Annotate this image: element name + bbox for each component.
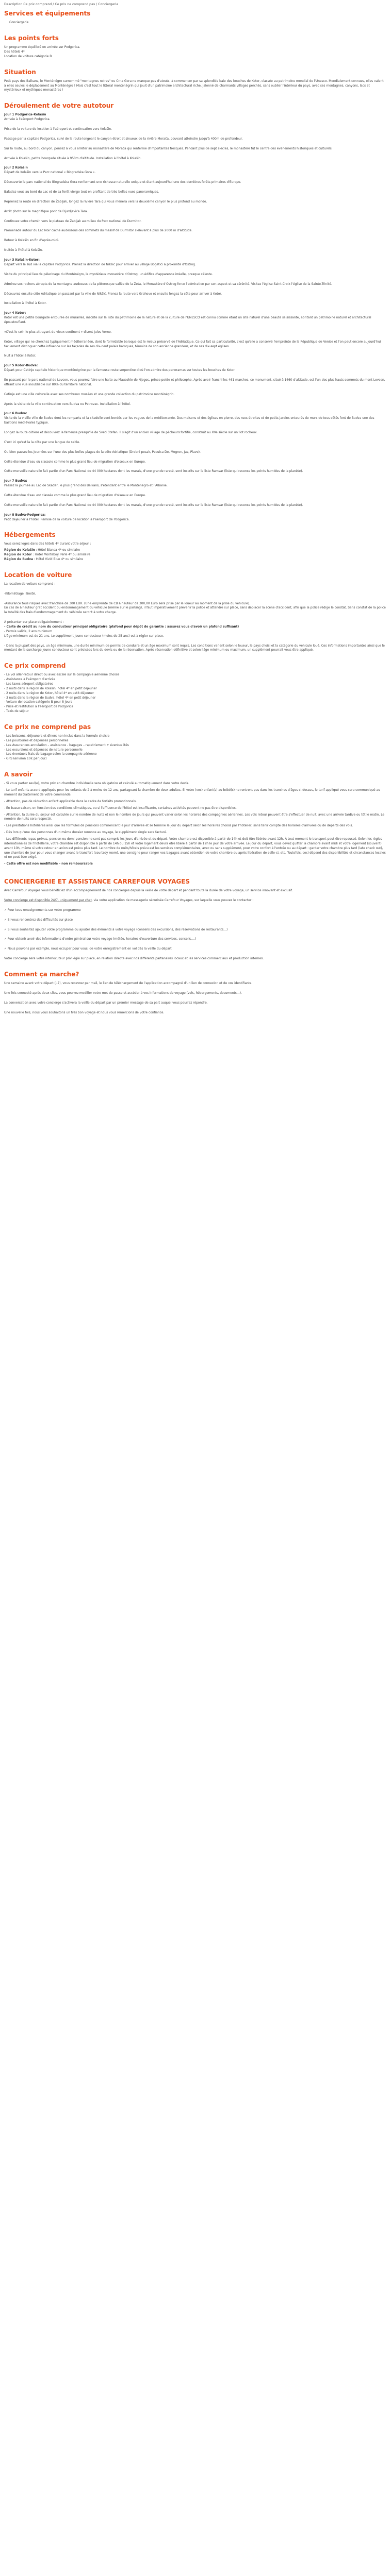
concierge-item: ✓ Nous pouvons par exemple, nous occuper pour vous, de votre enregistrement en vol dès la veille du départ	[4, 947, 172, 951]
strong-point: Des hôtels 4*	[4, 50, 25, 54]
concierge-item: ✓ Pour tous renseignements sur votre programme	[4, 908, 81, 912]
tour-day-text: Continuez votre chemin vers le plateau de Žabljak au milieu du Parc national de Durmitor.	[4, 219, 142, 223]
note-list	[4, 782, 386, 869]
concierge-title: CONCIERGERIE ET ASSISTANCE CARREFOUR VOYAGES	[4, 878, 190, 886]
situation-title: Situation	[4, 68, 36, 76]
tour-day-text: Visite du principal lieu de pèlerinage du Monténégro, le mystérieux monastère d'Ostrog, un édifice d'apparence irréelle, presque céleste.	[4, 273, 213, 276]
note-item: - Attention, la durée du séjour est calculée sur le nombre de nuits et non le nombre de jours qui peuvent varier selon les horaires des compagnies aériennes. Les vols retour peuvent être s'effectuer de nuit, avec une arrivée tardive ou tôt le matin. Le nombre de nuits sera respecté.	[4, 813, 385, 821]
tour-day	[4, 311, 386, 359]
concierge-item: ✓ Si vous rencontrez des difficultés sur place	[4, 918, 73, 922]
note-item: - Attention, pas de réduction enfant applicable dans le cadre de forfaits promotionnels.	[4, 800, 137, 803]
tour-day-text: Cette merveille naturelle fait partie d'un Parc National de 44 000 hectares dont les marais, d'une grande rareté, sont inscrits sur la liste Ramsar (liste qui recense les points humides de la planète).	[4, 470, 303, 473]
breadcrumb-description[interactable]: Description	[4, 3, 23, 6]
tour-day-text: «C'est le coin le plus attrayant du vieux continent » disent Jules Verne.	[4, 330, 112, 334]
hotel-item	[4, 557, 386, 562]
tour-day-text: Départ vers le sud via la capitale Podgorica. Prenez la direction de Nikšić pour arriver au village Bogetići à proximité d'Ostrog.	[4, 263, 196, 266]
not-included-list	[4, 734, 386, 761]
car-requirement: L'âge minimum est de 21 ans. Le supplément jeune conducteur (moins de 25 ans) est à régler sur place.	[4, 634, 164, 638]
tour-day-text: Retour à Kolašin en fin d'après-midi.	[4, 239, 59, 243]
how-list	[4, 981, 386, 1015]
not-included-item: - Les excursions et dépenses de nature personnelle	[4, 748, 83, 752]
how-item: La conversation avec votre concierge s'activera la veille du départ par un premier message de sa part auquel vous pourrez répondre.	[4, 1001, 208, 1005]
tour-day-text: Kotor est une petite bourgade entourée de murailles, inscrite sur la liste du patrimoine de la nature et de la culture de l'UNESCO est connu comme étant un site naturel d'une beauté saisissante, abritant un patrimoine naturel et architectural époustouflant.	[4, 316, 371, 324]
tour-day-label: Jour 7 Budva:	[4, 480, 27, 483]
strong-points-text	[4, 45, 386, 59]
not-included-item: - Les boissons, déjeuners et dîners non inclus dans la formule choisie	[4, 735, 110, 738]
hotel-name: : Hôtel Monteboy Perle 4* ou similaire	[31, 553, 91, 557]
strong-point: Un programme équilibré en arrivée sur Podgorica.	[4, 46, 80, 49]
hotels-list	[4, 548, 386, 562]
car-requirements	[4, 620, 386, 638]
services-item: Conciergerie	[9, 21, 29, 25]
included-item: - Le vol aller-retour direct ou avec escale sur la compagnie aérienne choisie	[4, 673, 120, 677]
how-title: Comment ça marche?	[4, 970, 79, 978]
tour-day-text: Cetinje est une ville culturelle avec ses nombreux musées et une grande collection du patrimoine monténégrin.	[4, 393, 175, 396]
hotel-region: Région de Kolašin	[4, 549, 35, 552]
tour-day	[4, 258, 386, 306]
not-included-item: - Les pourboires et dépenses personnelles	[4, 739, 69, 742]
tour-day-text: Cette étendue d'eau où s'assoie comme le plus grand lieu de migration d'oiseaux en Europe.	[4, 460, 146, 464]
included-item: - 3 nuits dans la région de Budva, hôtel 4* en petit déjeuner	[4, 696, 96, 700]
not-included-item: - GPS (environ 10€ par jour)	[4, 757, 47, 761]
tour-day-text: Petit déjeuner à l'hôtel. Remise de la voiture de location à l'aéroport de Podgorica.	[4, 518, 130, 521]
strong-points-title: Les points forts	[4, 35, 59, 42]
car-requirement: - Carte de crédit au nom du conducteur principal obligatoire (plafond pour dépôt de garantie : assurez vous d'avoir un plafond suffisant)	[4, 625, 239, 629]
tour-day-text: Prise de la voiture de location à l'aéroport et continuation vers Kolašin.	[4, 128, 112, 131]
tour-day	[4, 412, 386, 474]
tour-day	[4, 364, 386, 406]
tour-day-label: Jour 5 Kotor-Budva:	[4, 364, 38, 368]
tour-day-text: Visite de la vieille ville de Budva dont les remparts et la citadelle sont bordés par les vagues de la méditerranée. Des maisons et des églises en pierre, des rues étroites et de petits jardins entourés de murs de tous côtés font de Budva une des bastions médiévales typique.	[4, 417, 374, 425]
car-requirement: - Permis valide, 2 ans minimum	[4, 630, 52, 633]
note-item: - Le tarif enfants accord appliqués pour les enfants de 2 à moins de 12 ans, partageant la chambre de deux adultes. Si votre (vos) enfant(s) au bébé(s) ne rentrent pas dans les tranches d'âges ci-dessus, le tarif appliqué vous sera communiqué au moment du traitement de votre commande.	[4, 789, 380, 796]
tour-day-text: Départ de Kolašin vers le Parc national « Biogradska Gora ».	[4, 171, 96, 175]
note-item: - Si vous partez seul(e), votre prix en chambre individuelle sera obligatoire et calculé automatiquement dans votre devis.	[4, 782, 189, 786]
tour-day-text: Baladez-vous au bord du Lac et de sa forêt vierge tout en profitant de très belles vues panoramiques.	[4, 191, 159, 194]
breadcrumb	[4, 2, 386, 7]
tour-title: Déroulement de votre autotour	[4, 102, 114, 110]
tour-day-label: Jour 8 Budva-Podgorica:	[4, 513, 46, 517]
concierge-chat-info	[4, 899, 386, 903]
tour-day-label: Jour 1 Podgorica-Kolašin	[4, 113, 46, 117]
note-gap	[4, 867, 386, 869]
hotels-title: Hébergements	[4, 531, 56, 539]
tour-days	[4, 113, 386, 522]
car-requirement: À présenter sur place obligatoirement :	[4, 621, 64, 624]
car-insurance	[4, 602, 386, 616]
tour-day-text: Arrivée à l'aéroport Podgorica.	[4, 118, 51, 122]
note-item: - En basse saison, en fonction des conditions climatiques, ou si l'affluence de l'hôtel est insuffisante, certaines activités peuvent ne pas être disponibles.	[4, 806, 237, 810]
tour-day	[4, 166, 386, 253]
tour-day-label: Jour 3 Kolašin-Kotor:	[4, 259, 40, 262]
included-item: - Les taxes aéroport obligatoires	[4, 683, 54, 686]
tour-day-label: Jour 6 Budva:	[4, 412, 27, 416]
breadcrumb-separator: /	[95, 3, 99, 6]
not-included-item: - Les éventuels frais de bagage selon la compagnie aérienne	[4, 753, 97, 756]
tour-day-text: Cette merveille naturelle fait partie d'un Parc National de 44 000 hectares dont les marais, d'une grande rareté, sont inscrits sur la liste Ramsar (liste qui recense les points humides de la planète).	[4, 503, 303, 507]
services-title: Services et équipements	[4, 10, 91, 18]
tour-day-text: Après la visite de la ville continuation vers Budva ou Petrovac. Installation à l'hôtel.	[4, 402, 131, 406]
hotel-region: Région de Budva	[4, 558, 34, 561]
tour-day-text: Passez la journée au Lac de Skadar, le plus grand des Balkans, s'étendant entre le Monténégro et l'Albanie.	[4, 484, 168, 488]
tour-day-text: Sur la route, au bord du canyon, pensez à vous arrêter au monastère de Morača qui renferme d'importantes fresques. Pendant plus de sept siècles, le monastère fut le centre des événements historiques et culturels.	[4, 147, 333, 150]
tour-day	[4, 113, 386, 161]
tour-day-text: Arrêt photo sur le magnifique pont de Djurdjevića Tara.	[4, 210, 88, 213]
not-included-item: - Les Assurances annulation – assistance - bagages – rapatriement + éventualités	[4, 743, 129, 747]
included-item: - Voiture de location catégorie B pour 8 jours	[4, 701, 73, 704]
concierge-chat-availability: Votre concierge est disponible 24/7, uniquement par chat	[4, 899, 92, 902]
concierge-item: ✓ Pour obtenir avoir des informations d'ordre général sur votre voyage (météo, horaires d'ouverture des services, conseils….)	[4, 938, 197, 941]
services-list	[4, 21, 386, 25]
breadcrumb-separator: /	[52, 3, 55, 6]
how-item: Une semaine avant votre départ (J-7), vous recevrez par mail, le lien de téléchargement de l'application accompagné d'un lien de connexion et de vos identifiants.	[4, 981, 253, 985]
included-item: - Taxis de séjour	[4, 710, 29, 714]
car-age-conditions: - Dans la plupart des pays, un âge minimum, une durée minimum de permis de conduire et un âge maximum sont requis. Les conditions varient selon le loueur, le pays choisi et la catégorie du véhicule loué. Ces informations importantes ainsi que le montant de la surcharge jeune conducteur sont précisées lors du devis ou de la réservation. Après réservation définitive et selon l'âge minimum ou maximum, un supplément pourrait vous être appliqué.	[4, 644, 385, 652]
tour-day-text: Ou bien passez les journées sur l'une des plus belles plages de la côte Adriatique (Drobni pesak, Pecuica Do, Mogren, Jaz, Plave).	[4, 450, 201, 454]
car-insurance-line: En cas de à hauteur grat accident ou endommagement du véhicule (même sur le parking), il faut impérativement prévenir la police et attendre sur place, sans déplacer la scène d'accident, afin que la police rédige le constat. Sans constat de la police la totalité des frais d'endommagement du véhicule seront à votre charge.	[4, 606, 386, 615]
tour-day-text: C'est ici qu'est la la côte par une langue de sable.	[4, 440, 80, 444]
not-included-title: Ce prix ne comprend pas	[4, 723, 91, 731]
tour-day-text: Arrivée à Kolašin, petite bourgade située à 950m d'altitude. Installation à l'hôtel à Kolašin.	[4, 157, 142, 160]
breadcrumb-link-concierge[interactable]: Conciergerie	[98, 3, 119, 6]
strong-point: Location de voiture catégorie B	[4, 55, 52, 58]
tour-day-text: Promenade autour du Lac Noir caché audessous des sommets du massif de Durmitor s'élevant à plus de 2000 m d'altitude.	[4, 229, 193, 233]
tour-day-text: Admirez ses rochers abrupts de la montagne audessus de la pittoresque vallée de la Zeta, le Monastère d'Ostrog force l'admiration par son aspect et sa sérénité. Visitez l'église Saint-Croix l'église de la Sainte-Trinité.	[4, 282, 332, 286]
note-item: - Cette offre est non modifiable – non remboursable	[4, 862, 93, 866]
note-title: A savoir	[4, 771, 32, 778]
hotel-region: Région de Kotor	[4, 553, 32, 557]
hotel-name: : Hôtel Vivid Blue 4* ou similaire	[33, 558, 84, 561]
how-item: Une fois connecté après deux clics, vous pourrez modifier votre mot de passe et accéder à vos informations de voyage (vols, hébergements, documents…).	[4, 991, 242, 995]
hotel-item	[4, 548, 386, 553]
tour-day-text: Départ pour Cetinje capitale historique monténégrine par la fameuse route serpentine d'où l'on admire des panoramas sur toutes les bouches de Kotor.	[4, 369, 236, 372]
tour-day-text: Passage par la capitale Podgorica, suivi de la route longeant le canyon étroit et sinueux de la rivière Morača, pouvant atteindre jusqu'à 400m de profondeur.	[4, 137, 243, 141]
included-item: - Assistance à l'aéroport d'arrivée	[4, 678, 56, 682]
tour-day-text: Installation à l'hôtel à Kotor.	[4, 302, 47, 306]
breadcrumb-link-not-included[interactable]: Ce prix ne comprend pas	[55, 3, 95, 6]
how-item: Une nouvelle fois, nous vous souhaitons un très bon voyage et nous vous remercions de votre confiance.	[4, 1011, 165, 1014]
car-intro: La location de voiture comprend :	[4, 582, 56, 586]
included-list	[4, 673, 386, 714]
note-item: - Dès lors qu'une des personnes d'un même dossier renonce au voyage, le supplément single sera facturé.	[4, 831, 167, 835]
included-item: - 2 nuits dans la région de Kolašin, hôtel 4* en petit déjeuner	[4, 687, 97, 690]
car-title: Location de voiture	[4, 571, 72, 579]
breadcrumb-link-included[interactable]: Ce prix comprend	[23, 3, 52, 6]
concierge-outro: Votre concierge sera votre interlocuteur privilégié sur place, en relation directe avec nos différents partenaires locaux et les services commerciaux et production internes.	[4, 957, 264, 961]
included-item: - Prise et restitution à l'aéroport de Podgorica	[4, 705, 73, 709]
hotel-name: : Hôtel Bianca 4* ou similaire	[35, 549, 80, 552]
tour-day-label: Jour 4 Kotor:	[4, 312, 26, 315]
note-item: - Les différents repas prévus, pension ou demi-pension ne sont pas compris les jours d'arrivée et du départ. Votre chambre est disponible à partir de 14h et doit être libérée avant 12h. À tout moment le transport peut être repoussé. Selon les règles internationales de l'hôtellerie, votre chambre est disponible à partir de 14h ou 15h et votre logement devra être libéré à partir de 12h le jour de votre arrivée. Le jour du départ, vous devez quitter la chambre avant midi et votre logement (souvent) avant 10h, même si votre retour en avion est prévu plus tard. Le nombre de nuits/hôtels prévu est les services complémentaires, avec ou sans supplément, pour votre confort à l'entrée ou au départ : garder votre chambre plus tard (late check out), une chambre de jour pour vous changer avant le transfert (courtesy room), une consigne pour ranger vos bagages avant obtention de votre chambre ou après libération de celle-ci, etc. Toutefois, ceci dépend des disponibilités et circonstances locales et ne peut être exigé.	[4, 837, 386, 859]
situation-text: Petit pays des Balkans, le Monténégro surnommé "montagnes noires" ou Crna Gora ne manque pas d'atouts, à commencer par sa splendide baie des bouches de Kotor, classée au patrimoine mondial de l'Unesco. Mondialement connues, elles valent à elles seules le déplacement au Monténégro ! Mais c'est tout le littoral monténégrin qui jouit d'un patrimoine architectural riche, jalonné de charmants villages perchés, sans oublier l'intérieur du pays, avec ses montagnes, canyons, lacs et mystérieux et mythiques monastères !	[4, 79, 384, 92]
tour-day-text: Longez la route côtière et découvrez la fameuse presqu'île de Sveti Stefan. Il s'agit d'un ancien village de pêcheurs fortifié, construit au XVe siècle sur un îlot rocheux.	[4, 431, 258, 434]
concierge-intro: Avec Carrefour Voyages vous bénéficiez d'un accompagnement de nos concierges depuis la veille de votre départ et pendant toute la durée de votre voyage, un service innovant et exclusif.	[4, 889, 293, 893]
included-item: - 2 nuits dans la région de Kotor, hôtel 4* en petit déjeuner	[4, 691, 94, 695]
car-mileage: -Kilométrage illimité.	[4, 592, 36, 596]
tour-day	[4, 513, 386, 522]
car-insurance-line: -Assurance tous risques avec franchise de 300 EUR. (Une empreinte de CB à hauteur de 300,00 Euro sera prise par le loueur au moment de la prise du véhicule).	[4, 602, 250, 605]
tour-day	[4, 479, 386, 507]
concierge-list	[4, 908, 386, 952]
hotels-intro: Vous serez logés dans des hôtels 4* durant votre séjour :	[4, 543, 91, 546]
tour-day-text: Kotor, village qui ne cherchez typiquement méditerranéen, dont le formidable baroque est le mieux préservé de l'Adriatique. Ce qui fait sa particularité, c'est qu'elle a conservé l'empreinte de la République de Venise et l'on peut encore aujourd'hui facilement distinguer cette influence sur les façades de ses dix-neuf palais baroques, témoins de son ancienne grandeur, et de ses dix-sept églises.	[4, 340, 381, 348]
tour-day-label: Jour 2 Kolašin	[4, 166, 28, 170]
included-title: Ce prix comprend	[4, 662, 66, 670]
tour-day-text: Découvrez ensuite côte Adriatique en passant par la ville de Nikšić. Prenez la route vers Grahovo et ensuite longez la côte pour arriver à Kotor.	[4, 292, 222, 296]
tour-day-text: Reprenez la route en direction de Žabljak, longez la rivière Tara qui vous mènera vers la deuxième canyon le plus profond au monde.	[4, 200, 207, 204]
tour-day-text: Nuit à l'hôtel à Kotor.	[4, 354, 36, 358]
tour-day-text: Nuitée à l'hôtel à Kolašin.	[4, 249, 43, 252]
tour-day-text: En passant par le parc national de Lovcen, vous pourrez faire une halte au Mausolée de Njegos, prince poète et philosophe. Après avoir franchi les 461 marches, ce monument, situé à 1660 d'altitude, est l'un des plus hauts sommets du mont Lovcen, offrant une vue inoubliable sur 80% du territoire national.	[4, 378, 385, 386]
tour-day-text: Cette étendue d'eau est classée comme le plus grand lieu de migration d'oiseaux en Europe.	[4, 494, 146, 497]
hotel-item	[4, 553, 386, 557]
note-item: - Les prestations hôtelières ainsi que les formules de pensions commencent le jour d'arrivée et se termine le jour du départ selon les horaires choisis par l'hôtelier, sans tenir compte des horaires d'arrivées ou de départs des vols.	[4, 824, 353, 828]
concierge-item: ✓ Si vous souhaitez ajouter votre programme ou ajouter des éléments à votre voyage (conseils des excursions, des réservations de restaurants…)	[4, 928, 228, 931]
page	[0, 0, 391, 1026]
concierge-chat-text: , via votre application de messagerie sécurisée Carrefour Voyages, sur laquelle vous pouvez le contacter :	[91, 899, 254, 902]
tour-day-text: Découverte le parc national de Biogradska Gora renfermant une richesse naturelle unique et étant aujourd'hui une des dernières forêts primaires d'Europe.	[4, 181, 241, 184]
